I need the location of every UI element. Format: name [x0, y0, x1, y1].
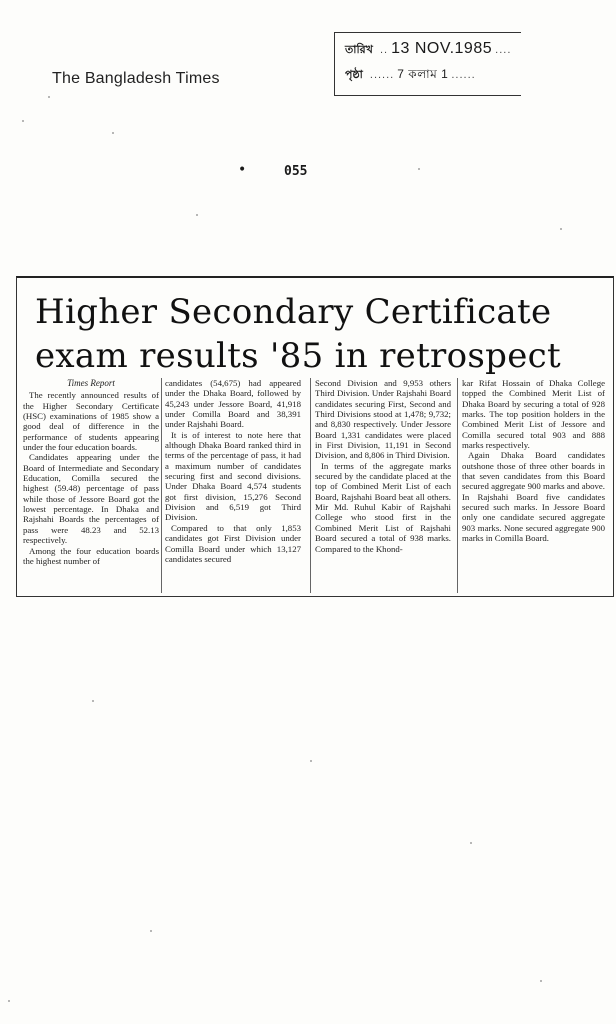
paragraph: The recently announced results of the Higher Secondary Certificate (HSC) examinations of 1985 show a good deal of difference in the performance of students appearing under the four education boards.	[23, 390, 159, 453]
news-clipping	[16, 276, 614, 597]
scan-speck	[560, 228, 562, 230]
archive-date-stamp	[334, 32, 521, 96]
paragraph: Second Division and 9,953 others Third Division. Under Rajshahi Board candidates securing First, Second and Third Divisions stood at 1,478; 9,732; and 8,830 respectively. Under Jessore Board 1,331 candidates were placed in First Division, 11,191 in Second Division, and 8,806 in Third Division.	[315, 378, 451, 461]
stamp-page-label: পৃষ্ঠা	[345, 69, 363, 81]
newspaper-masthead: The Bangladesh Times	[52, 70, 220, 87]
paragraph: It is of interest to note here that although Dhaka Board ranked third in terms of the percentage of pass, it had a maximum number of candidates securing first and second divisions. Under Dhaka Board 4,574 students got first division, 15,276 Second Division and 6,519 got Third Division.	[165, 429, 301, 523]
article-byline: Times Report	[67, 378, 115, 388]
stamp-page-row: পৃষ্ঠা ...... 7 কলাম 1 ......	[345, 67, 476, 81]
ink-dot: •	[238, 162, 247, 178]
scan-speck	[8, 1000, 10, 1002]
stamp-date-value: 13 NOV.1985	[391, 40, 493, 57]
stamp-date-label: তারিখ	[345, 44, 373, 56]
scan-speck	[48, 96, 50, 98]
paragraph: Compared to that only 1,853 candidates got First Division under Comilla Board under which 13,127 candidates secured	[165, 522, 301, 564]
article-column-4	[462, 378, 605, 544]
paragraph: candidates (54,675) had appeared under the Dhaka Board, followed by 45,243 under Jessore Board, 41,918 under Comilla Board and 38,391 under Rajshahi Board.	[165, 378, 301, 430]
paragraph: Among the four education boards the highest number of	[23, 545, 159, 566]
paragraph: In terms of the aggregate marks secured by the candidate placed at the top of Combined Merit List of each Board, Rajshahi Board beat all others. Mir Md. Ruhul Kabir of Rajshahi College who stood first in the Combined Merit List of Rajshahi Board secured a total of 938 marks. Compared to the Khond-	[315, 460, 451, 554]
scan-speck	[196, 214, 198, 216]
column-divider	[310, 378, 311, 593]
scan-speck	[150, 930, 152, 932]
scan-speck	[540, 980, 542, 982]
scan-speck	[22, 120, 24, 122]
scan-speck	[92, 700, 94, 702]
scan-speck	[418, 168, 420, 170]
article-column-2	[165, 378, 301, 564]
paragraph: kar Rifat Hossain of Dhaka College topped the Combined Merit List of Dhaka Board by securing a total of 928 marks. The top position holders in the Combined Merit List of Jessore and Comilla secured total 903 and 888 marks respectively.	[462, 378, 605, 451]
article-headline	[35, 290, 595, 378]
scan-speck	[112, 132, 114, 134]
scan-speck	[470, 842, 472, 844]
headline-line-1: Higher Secondary Certificate	[35, 292, 552, 332]
file-number: 055	[284, 164, 308, 179]
column-divider	[161, 378, 162, 593]
article-column-1	[23, 378, 159, 566]
stamp-page-value: 7 কলাম 1	[397, 67, 449, 81]
headline-line-2: exam results '85 in retrospect	[35, 336, 561, 376]
article-column-3	[315, 378, 451, 554]
paragraph: Again Dhaka Board candidates outshone those of three other boards in that seven candidates from this Board secured aggregate 900 marks and above. In Rajshahi Board five candidates secured such marks. In Jessore Board only one candidate secured aggregate 903 marks. None secured aggregate 900 marks in Comilla Board.	[462, 450, 605, 544]
scan-speck	[310, 760, 312, 762]
column-divider	[457, 378, 458, 593]
paragraph: Candidates appearing under the Board of Intermediate and Secondary Education, Comilla secured the highest (59.48) percentage of pass while those of Jessore Board got the lowest percentage. In Dhaka and Rajshahi Boards the percentages of pass were 48.23 and 52.13 respectively.	[23, 452, 159, 546]
stamp-date-row: তারিখ .. 13 NOV.1985 ....	[345, 40, 512, 57]
